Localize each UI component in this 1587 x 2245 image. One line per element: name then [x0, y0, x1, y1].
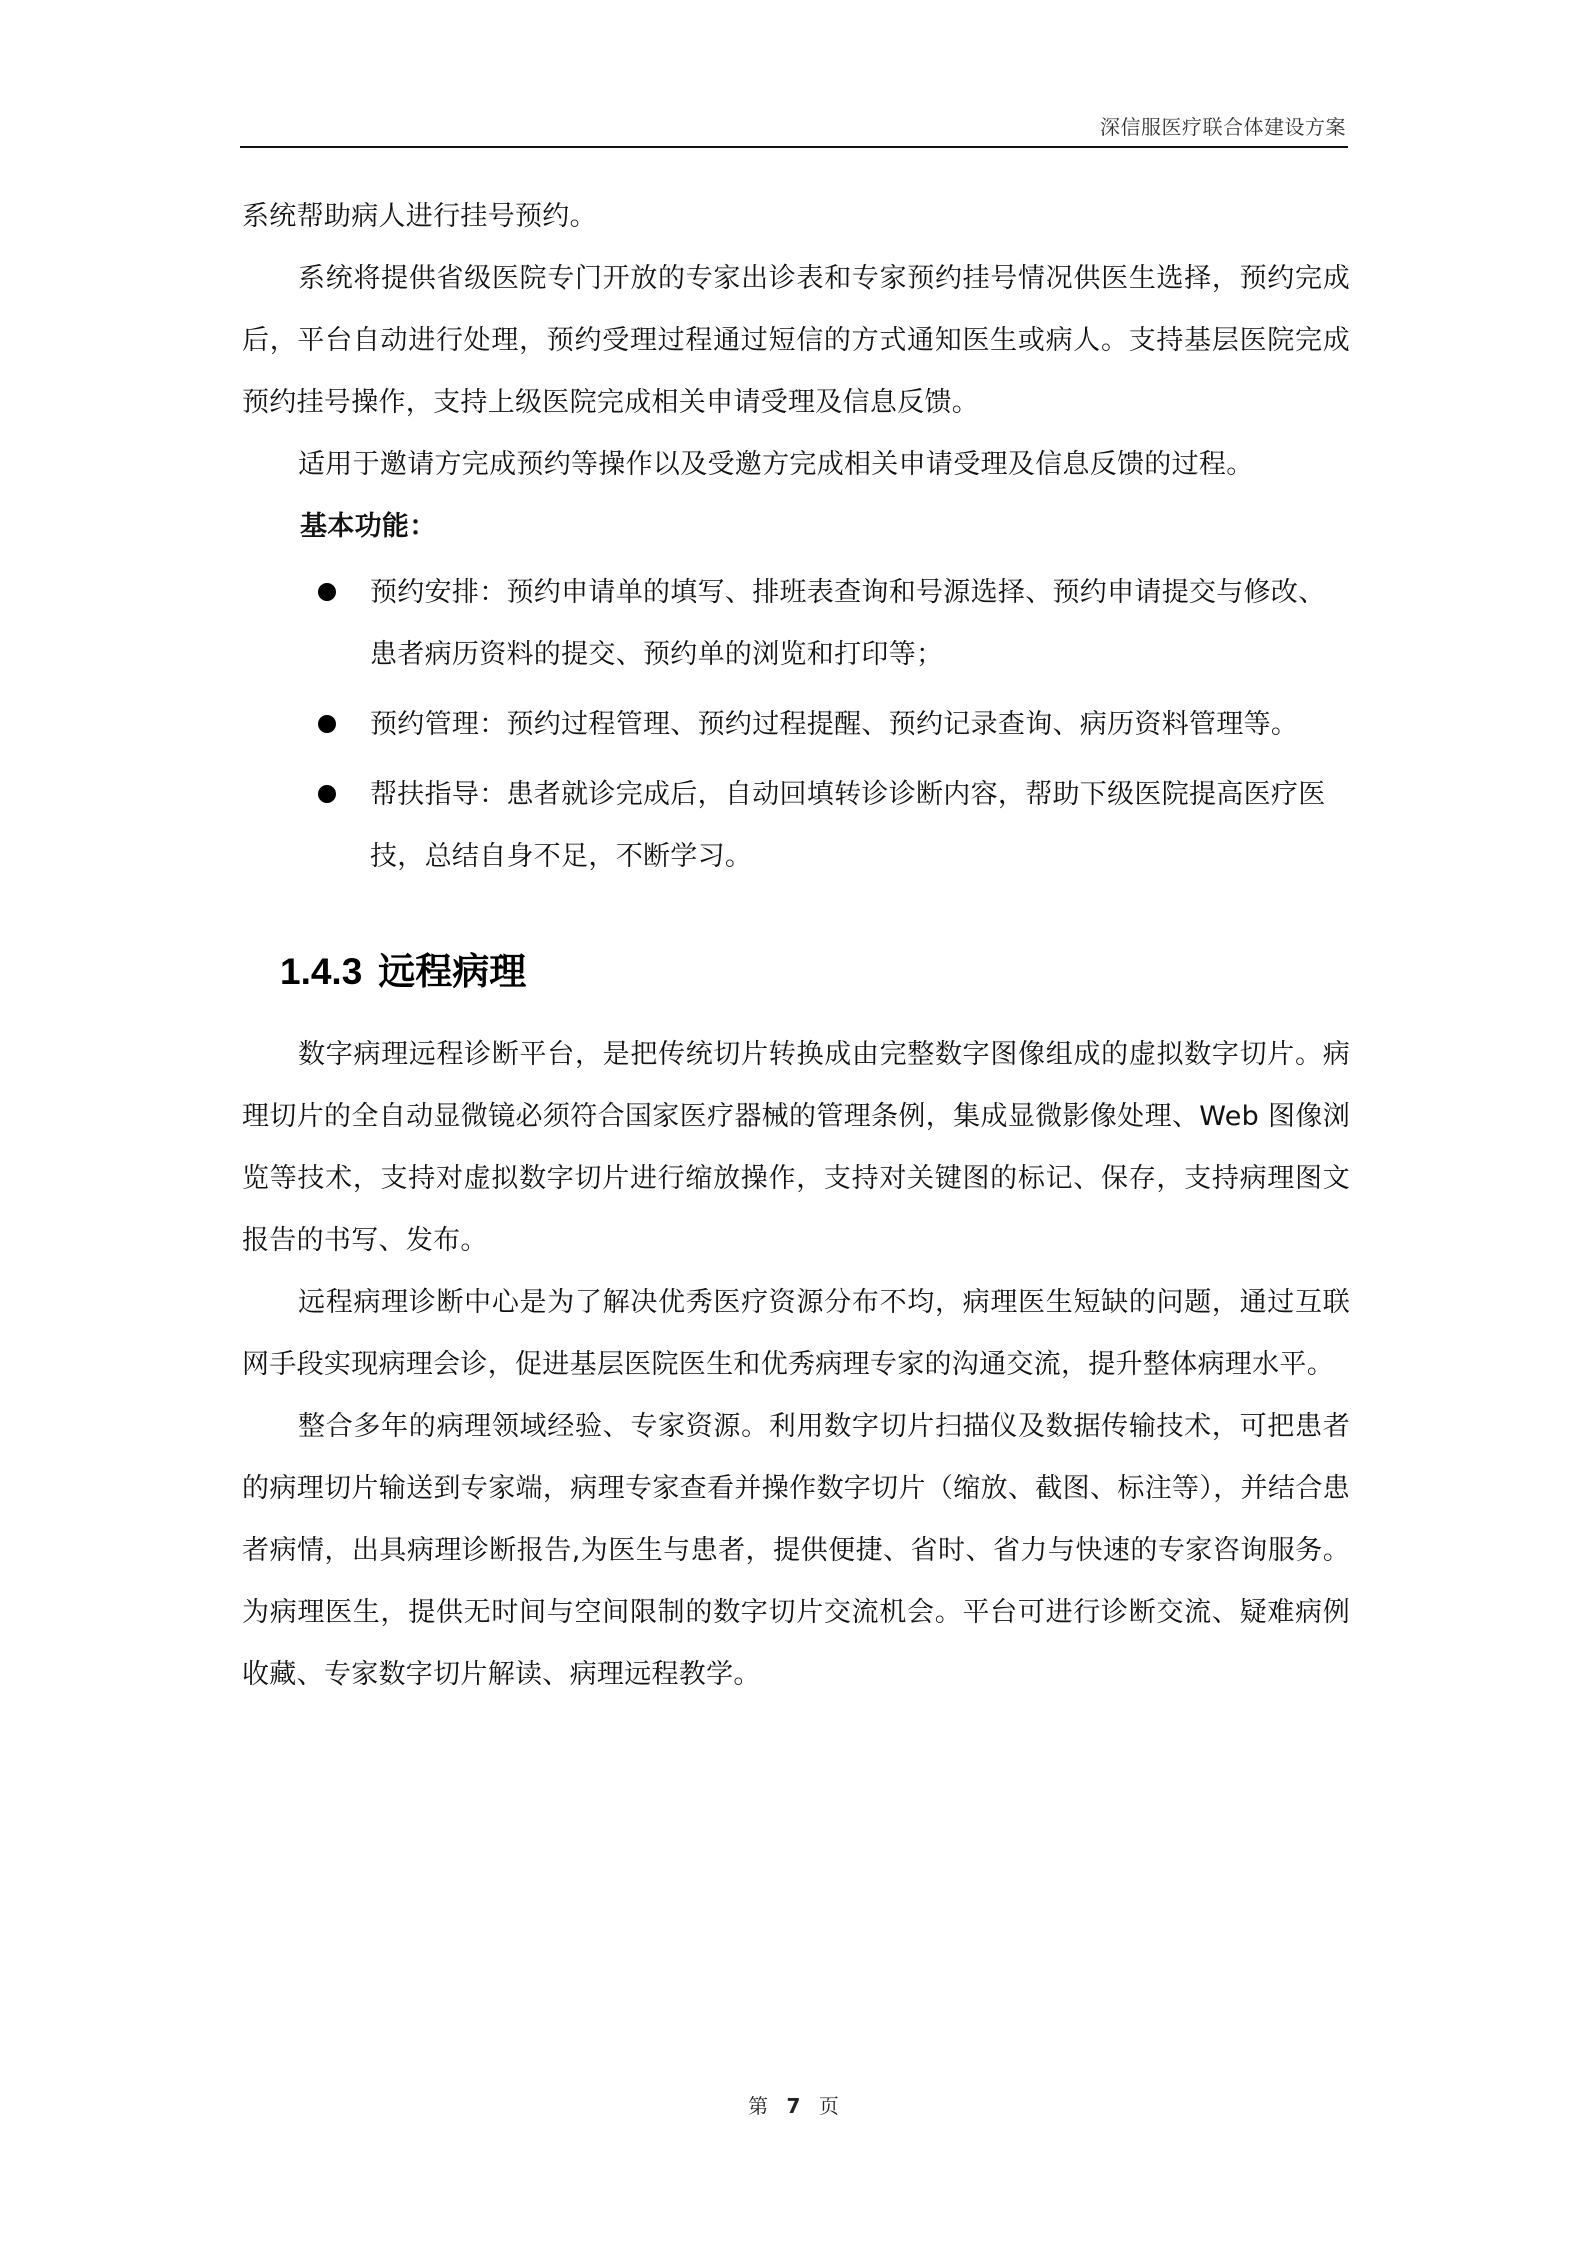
section-paragraph: 远程病理诊断中心是为了解决优秀医疗资源分布不均，病理医生短缺的问题，通过互联网手段实现病理会诊，促进基层医院医生和优秀病理专家的沟通交流，提升整体病理水平。: [242, 1287, 1350, 1380]
page-number: 7: [786, 2094, 801, 2118]
intro-paragraph-continuation: 系统帮助病人进行挂号预约。: [242, 201, 597, 232]
page-label-prefix: 第: [748, 2094, 769, 2118]
section-number: 1.4.3: [280, 951, 363, 992]
feature-item-text: 预约管理：预约过程管理、预约过程提醒、预约记录查询、病历资料管理等。: [370, 709, 1299, 740]
bullet-icon: [318, 583, 336, 601]
page-label-suffix: 页: [818, 2094, 839, 2118]
page-footer: [0, 2090, 1587, 2119]
intro-paragraph: 系统将提供省级医院专门开放的专家出诊表和专家预约挂号情况供医生选择，预约完成后，平台自动进行处理，预约受理过程通过短信的方式通知医生或病人。支持基层医院完成预约挂号操作，支持上级医院完成相关申请受理及信息反馈。: [242, 263, 1350, 418]
page-header: [240, 108, 1348, 148]
feature-item-text: 预约安排：预约申请单的填写、排班表查询和号源选择、预约申请提交与修改、患者病历资料的提交、预约单的浏览和打印等；: [370, 577, 1326, 670]
features-list: [242, 562, 1350, 888]
feature-item: [242, 694, 1350, 756]
page-content: [242, 186, 1350, 1706]
section-paragraph: 数字病理远程诊断平台，是把传统切片转换成由完整数字图像组成的虚拟数字切片。病理切片的全自动显微镜必须符合国家医疗器械的管理条例，集成显微影像处理、Web 图像浏览等技术，支持对虚拟数字切片进行缩放操作，支持对关键图的标记、保存，支持病理图文报告的书写、发布。: [242, 1039, 1350, 1256]
document-title: 深信服医疗联合体建设方案: [1100, 115, 1346, 139]
features-label: 基本功能：: [300, 511, 437, 542]
feature-item-text: 帮扶指导：患者就诊完成后，自动回填转诊诊断内容，帮助下级医院提高医疗医技，总结自身不足，不断学习。: [370, 779, 1326, 872]
section-heading: [280, 942, 1350, 1002]
bullet-icon: [318, 785, 336, 803]
bullet-icon: [318, 715, 336, 733]
feature-item: [242, 562, 1350, 686]
section-paragraph: 整合多年的病理领域经验、专家资源。利用数字切片扫描仪及数据传输技术，可把患者的病理切片输送到专家端，病理专家查看并操作数字切片（缩放、截图、标注等），并结合患者病情，出具病理诊断报告,为医生与患者，提供便捷、省时、省力与快速的专家咨询服务。为病理医生，提供无时间与空间限制的数字切片交流机会。平台可进行诊断交流、疑难病例收藏、专家数字切片解读、病理远程教学。: [242, 1411, 1350, 1690]
intro-paragraph: 适用于邀请方完成预约等操作以及受邀方完成相关申请受理及信息反馈的过程。: [298, 449, 1254, 480]
section-title: 远程病理: [378, 951, 527, 992]
feature-item: [242, 764, 1350, 888]
